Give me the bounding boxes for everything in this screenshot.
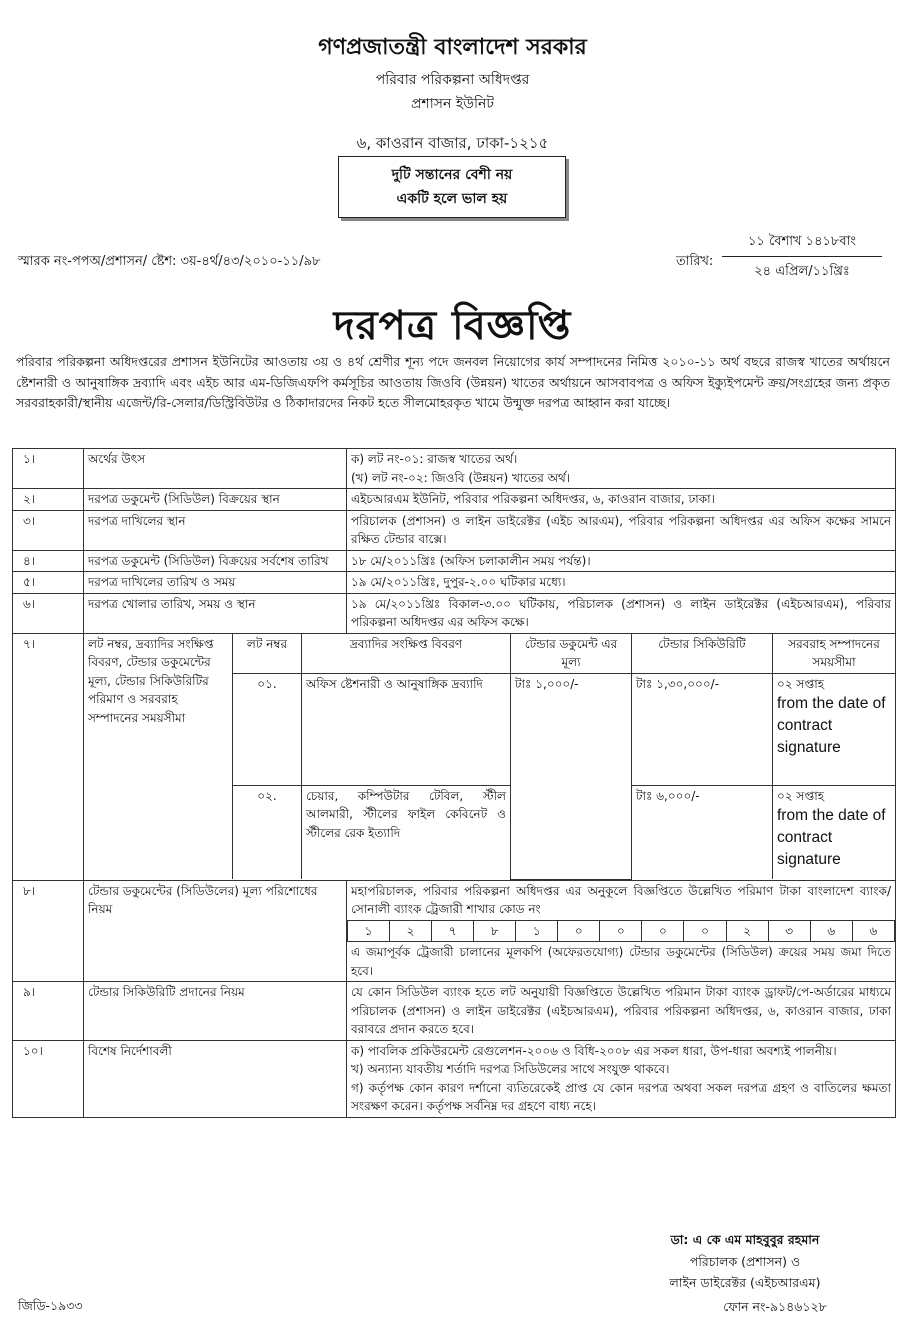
row-number: ২। (13, 489, 84, 511)
code-digit: ৬ (852, 920, 894, 942)
slogan-line-1: দুটি সন্তানের বেশী নয় (391, 167, 513, 183)
row-number: ৮। (13, 880, 84, 982)
code-digit: ০ (684, 920, 726, 942)
slogan-box (338, 156, 566, 218)
table-row (13, 633, 896, 880)
code-digit: ১ (348, 920, 390, 942)
lot-section (84, 633, 896, 880)
govt-title: গণপ্রজাতন্ত্রী বাংলাদেশ সরকার (318, 35, 587, 60)
payment-text-1: মহাপরিচালক, পরিবার পরিকল্পনা অধিদপ্তর এর অনুকূলে বিজ্ঞপ্তিতে উল্লেখিত পরিমাণ টাকা বাংলাদেশ ব্যাংক/সোনালী ব্যাংক ট্রেজারী শাখার কোড নং (351, 883, 891, 916)
row-label: দরপত্র দাখিলের তারিখ ও সময় (84, 572, 347, 594)
lot-doc-price: টাঃ ১,০০০/- (511, 673, 632, 879)
row-number: ৪। (13, 550, 84, 572)
row-value (347, 449, 896, 489)
row-value: এইচআরএম ইউনিট, পরিবার পরিকল্পনা অধিদপ্তর, ৬, কাওরান বাজার, ঢাকা। (347, 489, 896, 511)
desc-col-header: দ্রব্যাদির সংক্ষিপ্ত বিবরণ (302, 634, 511, 674)
signatory-phone: ফোন নং-৯১৪৬১২৮ (723, 1299, 827, 1314)
row-number: ৩। (13, 510, 84, 550)
table-row (13, 982, 896, 1041)
row-number: ১০। (13, 1040, 84, 1117)
code-digit: ১ (516, 920, 558, 942)
table-row (13, 572, 896, 594)
table-row (13, 510, 896, 550)
slogan-line-2: একটি হলে ভাল হয় (396, 191, 508, 207)
code-digit: ৮ (474, 920, 516, 942)
lot-delivery (773, 785, 896, 879)
row-label: বিশেষ নির্দেশাবলী (84, 1040, 347, 1117)
row-value (347, 1040, 896, 1117)
code-digit: ৩ (768, 920, 810, 942)
row-number: ৫। (13, 572, 84, 594)
instruction-a: ক) পাবলিক প্রকিউরমেন্ট রেগুলেশন-২০০৬ ও বিধি-২০০৮ এর সকল ধারা, উপ-ধারা অবশ্যই পালনীয়। (351, 1043, 837, 1058)
treasury-code (347, 920, 895, 943)
delivery-weeks: ০২ সপ্তাহ (777, 788, 824, 803)
date-english: ২৪ এপ্রিল/১১খ্রিঃ (754, 264, 850, 279)
signatory-name: ডা: এ কে এম মাহবুবুর রহমান (670, 1232, 820, 1247)
row-number: ১। (13, 449, 84, 489)
row-label: টেন্ডার সিকিউরিটি প্রদানের নিয়ম (84, 982, 347, 1041)
row-label: অর্থের উৎস (84, 449, 347, 489)
code-digit: ০ (558, 920, 600, 942)
lot-number: ০২. (233, 785, 302, 879)
intro-paragraph: পরিবার পরিকল্পনা অধিদপ্তরের প্রশাসন ইউনিটের আওতায় ৩য় ও ৪র্থ শ্রেণীর শূন্য পদে জনবল নিয়োগের কার্য সম্পাদনের নিমিত্ত ২০১০-১১ অর্থ বছরে রাজস্ব খাতের অর্থায়নে ষ্টেশনারী ও আনুষাঙ্গিক দ্রব্যাদি এবং এইচ আর এম-ডিজিএফপি কর্মসূচির আওতায় জিওবি (উন্নয়ন) খাতের অর্থায়নে আসবাবপত্র ও অফিস ইক্যুইপমেন্ট ক্রয়/সংগ্রহের জন্য প্রকৃত সরবরাহকারী/স্থানীয় এজেন্ট/রি-সেলার/ডিস্ট্রিবিউটর ও ঠিকাদারদের নিকট হতে সীলমোহরকৃত খামে উন্মুক্ত দরপত্র আহ্বান করা যাচ্ছে। (16, 354, 890, 410)
unit-name: প্রশাসন ইউনিট (410, 96, 495, 112)
code-digit: ৭ (432, 920, 474, 942)
row-label: দরপত্র ডকুমেন্ট (সিডিউল) বিক্রয়ের স্থান (84, 489, 347, 511)
lot-description: চেয়ার, কম্পিউটার টেবিল, স্টীল আলমারী, স্টীলের ফাইল কেবিনেট ও স্টীলের রেক ইত্যাদি (302, 785, 511, 879)
row-label: দরপত্র খোলার তারিখ, সময় ও স্থান (84, 593, 347, 633)
lot-delivery (773, 673, 896, 785)
date-label: তারিখ: (676, 254, 714, 269)
code-digit: ৬ (810, 920, 852, 942)
row-number: ৬। (13, 593, 84, 633)
code-digit: ২ (726, 920, 768, 942)
fund-source-b: (খ) লট নং-০২: জিওবি (উন্নয়ন) খাতের অর্থ। (351, 470, 571, 485)
table-row (13, 489, 896, 511)
price-col-header: টেন্ডার ডকুমেন্ট এর মূল্য (511, 634, 632, 674)
lot-table (84, 634, 895, 880)
code-digit: ২ (390, 920, 432, 942)
row-label: দরপত্র ডকুমেন্ট (সিডিউল) বিক্রয়ের সর্বশেষ তারিখ (84, 550, 347, 572)
row-value: ১৮ মে/২০১১খ্রিঃ (অফিস চলাকালীন সময় পর্যন্ত)। (347, 550, 896, 572)
table-row (13, 880, 896, 982)
notice-title: দরপত্র বিজ্ঞপ্তি (333, 303, 572, 349)
lot-description: অফিস ষ্টেশনারী ও আনুষাঙ্গিক দ্রব্যাদি (302, 673, 511, 785)
code-digit: ০ (600, 920, 642, 942)
payment-text-2: এ জমাপূর্বক ট্রেজারী চালানের মূলকপি (অফেরতযোগ্য) টেন্ডার ডকুমেন্টের (সিডিউল) ক্রয়ের সময় জমা দিতে হবে। (351, 945, 891, 978)
address: ৬, কাওরান বাজার, ঢাকা-১২১৫ (356, 134, 549, 152)
table-row (13, 593, 896, 633)
memo-number: স্মারক নং-পপঅ/প্রশাসন/ ষ্টেশ: ৩য়-৪র্থ/৪৩/২০১০-১১/৯৮ (18, 254, 321, 269)
delivery-terms: from the date of contract signature (777, 695, 886, 756)
date-bangla: ১১ বৈশাখ ১৪১৮বাং (722, 232, 882, 257)
row-value: পরিচালক (প্রশাসন) ও লাইন ডাইরেক্টর (এইচ আরএম), পরিবার পরিকল্পনা অধিদপ্তর এর অফিস কক্ষের সামনে রক্ষিত টেন্ডার বাক্সে। (347, 510, 896, 550)
dept-name: পরিবার পরিকল্পনা অধিদপ্তর (375, 72, 530, 88)
lot-section-label: লট নম্বর, দ্রব্যাদির সংক্ষিপ্ত বিবরণ, টেন্ডার ডকুমেন্টের মূল্য, টেন্ডার সিকিউরিটির পরিমাণ ও সরবরাহ সম্পাদনের সময়সীমা (84, 634, 233, 880)
lot-security: টাঃ ৬,০০০/- (632, 785, 773, 879)
security-col-header: টেন্ডার সিকিউরিটি (632, 634, 773, 674)
table-row (13, 449, 896, 489)
code-digit: ০ (642, 920, 684, 942)
delivery-terms: from the date of contract signature (777, 807, 886, 868)
row-label: টেন্ডার ডকুমেন্টের (সিডিউলের) মূল্য পরিশোধের নিয়ম (84, 880, 347, 982)
row-value: ১৯ মে/২০১১খ্রিঃ, দুপুর-২.০০ ঘটিকার মধ্যে। (347, 572, 896, 594)
time-col-header: সরবরাহ সম্পাদনের সময়সীমা (773, 634, 896, 674)
lot-header-row (84, 634, 895, 674)
lot-security: টাঃ ১,৩০,০০০/- (632, 673, 773, 785)
lot-col-header: লট নম্বর (233, 634, 302, 674)
row-value (347, 880, 896, 982)
table-row (13, 1040, 896, 1117)
instruction-c: গ) কর্তৃপক্ষ কোন কারণ দর্শানো ব্যতিরেকেই প্রাপ্ত যে কোন দরপত্র অথবা সকল দরপত্র গ্রহণ ও বাতিলের ক্ষমতা সংরক্ষণ করেন। কর্তৃপক্ষ সর্বনিম্ন দর গ্রহণে বাধ্য নহে। (351, 1080, 891, 1113)
row-value: ১৯ মে/২০১১খ্রিঃ বিকাল-৩.০০ ঘটিকায়, পরিচালক (প্রশাসন) ও লাইন ডাইরেক্টর (এইচআরএম), পরিবার পরিকল্পনা অধিদপ্তর এর অফিস কক্ষে। (347, 593, 896, 633)
instruction-b: খ) অন্যান্য যাবতীয় শর্তাদি দরপত্র সিডিউলের সাথে সংযুক্ত থাকবে। (351, 1062, 670, 1076)
signatory-title-1: পরিচালক (প্রশাসন) ও (689, 1254, 801, 1269)
fund-source-a: ক) লট নং-০১: রাজস্ব খাতের অর্থ। (351, 452, 518, 466)
signatory-title-2: লাইন ডাইরেক্টর (এইচআরএম) (669, 1275, 821, 1290)
tender-details-table (12, 448, 896, 1118)
lot-number: ০১. (233, 673, 302, 785)
delivery-weeks: ০২ সপ্তাহ (777, 676, 824, 691)
gd-number: জিডি-১৯৩৩ (18, 1298, 83, 1313)
table-row (13, 550, 896, 572)
row-value: যে কোন সিডিউল ব্যাংক হতে লট অনুযায়ী বিজ্ঞপ্তিতে উল্লেখিত পরিমান টাকা ব্যাংক ড্রাফট/পে-অর্ডারের মাধ্যমে পরিচালক (প্রশাসন) ও লাইন ডাইরেক্টর (এইচআরএম), পরিবার পরিকল্পনা অধিদপ্তর, ৬, কাওরান বাজার, ঢাকা বরাবরে প্রদান করতে হবে। (347, 982, 896, 1041)
row-number: ৭। (13, 633, 84, 880)
row-number: ৯। (13, 982, 84, 1041)
row-label: দরপত্র দাখিলের স্থান (84, 510, 347, 550)
